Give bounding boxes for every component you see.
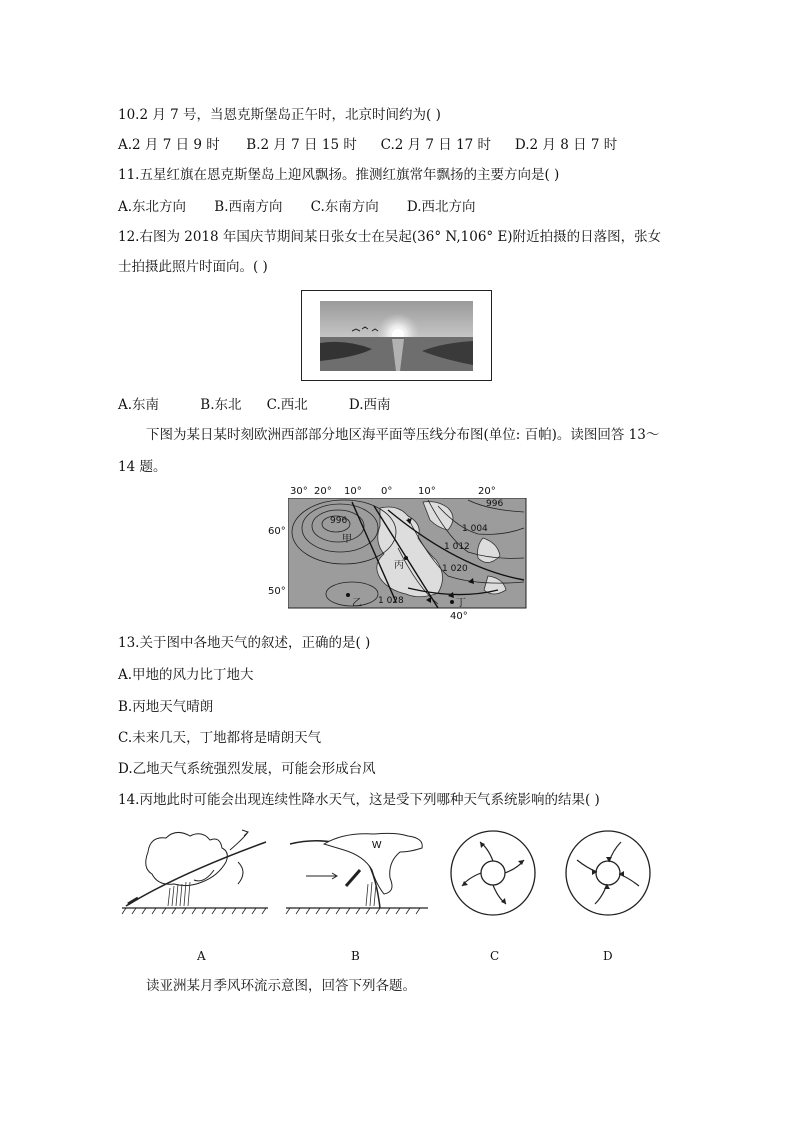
diagram-a-svg	[118, 822, 270, 918]
diagram-b-label: W	[372, 840, 382, 851]
sunset-photo	[302, 291, 491, 380]
place-yi: 乙	[352, 598, 362, 609]
isobar-map	[268, 486, 530, 622]
q12-stem-line2: 士拍摄此照片时面向。( )	[118, 259, 268, 275]
q12-option-a: A.东南	[118, 397, 160, 413]
q12-option-c: C.西北	[266, 397, 308, 413]
intro-line2: 14 题。	[118, 459, 167, 475]
isobar-label-996-b: 996	[486, 499, 504, 509]
q11-option-c: C.东南方向	[310, 199, 379, 215]
lat-label-60: 60°	[268, 526, 286, 537]
lon-label-10e: 10°	[418, 486, 436, 497]
diagram-label-a: A	[197, 949, 206, 963]
lon-label-20e: 20°	[478, 486, 496, 497]
q13-option-c: C.未来几天，丁地都将是晴朗天气	[118, 730, 322, 746]
lat-label-40: 40°	[450, 611, 468, 622]
place-jia: 甲	[342, 534, 352, 545]
q12-stem-line1: 12.右图为 2018 年国庆节期间某日张女士在吴起(36° N,106° E)附近拍摄的日落图，张女	[118, 229, 662, 245]
lat-label-50: 50°	[268, 586, 286, 597]
q14-stem: 14.丙地此时可能会出现连续性降水天气，这是受下列哪种天气系统影响的结果( )	[118, 792, 600, 808]
lon-label-30w: 30°	[290, 486, 308, 497]
diagram-label-b: B	[351, 949, 360, 963]
q10-option-b: B.2 月 7 日 15 时	[246, 137, 357, 153]
isobar-map-svg	[288, 498, 528, 610]
q13-option-b: B.丙地天气晴朗	[118, 699, 214, 715]
q11-option-b: B.西南方向	[214, 199, 283, 215]
place-ding: 丁	[456, 598, 466, 609]
diagram-a-warm-front	[118, 822, 270, 918]
diagram-d-svg	[563, 828, 653, 918]
q10-option-a: A.2 月 7 日 9 时	[118, 137, 220, 153]
diagram-label-c: C	[490, 949, 500, 963]
q11-stem: 11.五星红旗在恩克斯堡岛上迎风飘扬。推测红旗常年飘扬的主要方向是( )	[118, 167, 560, 183]
diagram-label-d: D	[603, 949, 613, 963]
sunset-photo-frame	[301, 290, 492, 381]
isobar-label-1020: 1 020	[442, 564, 468, 574]
isobar-label-1012: 1 012	[444, 542, 470, 552]
q13-stem: 13.关于图中各地天气的叙述，正确的是( )	[118, 635, 371, 651]
isobar-label-1004: 1 004	[462, 524, 488, 534]
lon-label-20w: 20°	[314, 486, 332, 497]
q12-option-d: D.西南	[348, 397, 391, 413]
intro-line1: 下图为某日某时刻欧洲西部部分地区海平面等压线分布图(单位: 百帕)。读图回答 13～	[146, 427, 660, 443]
isobar-label-1028: 1 028	[378, 596, 404, 606]
q11-option-a: A.东北方向	[118, 199, 187, 215]
lon-label-0: 0°	[381, 486, 393, 497]
diagram-d-pressure-system	[563, 828, 653, 918]
q12-option-b: B.东北	[200, 397, 242, 413]
outro-text: 读亚洲某月季风环流示意图，回答下列各题。	[146, 978, 416, 994]
diagram-b-cold-front	[284, 822, 430, 918]
q13-option-d: D.乙地天气系统强烈发展，可能会形成台风	[118, 761, 376, 777]
q10-option-d: D.2 月 8 日 7 时	[514, 137, 618, 153]
isobar-label-996-a: 996	[330, 516, 348, 526]
q11-option-d: D.西北方向	[406, 199, 476, 215]
q10-stem: 10.2 月 7 号，当恩克斯堡岛正午时，北京时间约为( )	[118, 107, 441, 123]
q13-option-a: A.甲地的风力比丁地大	[118, 667, 254, 683]
diagram-b-svg	[284, 822, 430, 918]
q10-option-c: C.2 月 7 日 17 时	[380, 137, 492, 153]
diagram-c-pressure-system	[448, 828, 538, 918]
q12-options	[118, 396, 391, 414]
diagram-c-svg	[448, 828, 538, 918]
q11-options	[118, 198, 476, 216]
place-bing: 丙	[394, 560, 404, 571]
q10-options	[118, 136, 617, 154]
lon-label-10w: 10°	[344, 486, 362, 497]
